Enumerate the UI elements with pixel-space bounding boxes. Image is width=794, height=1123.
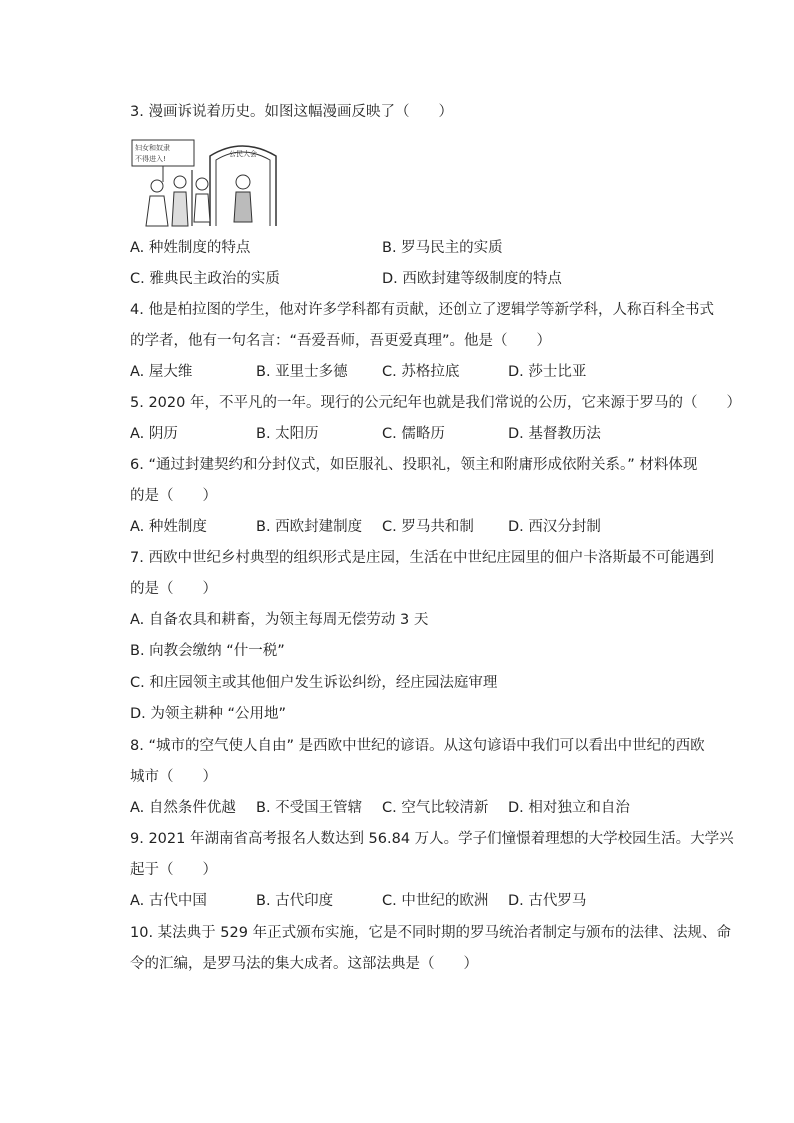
cartoon-guard (196, 178, 208, 190)
q7-option-b[interactable]: B. 向教会缴纳 “什一税” (130, 643, 285, 659)
q10-stem-line-1: 10. 某法典于 529 年正式颁布实施，它是不同时期的罗马统治者制定与颁布的法律、法规、命 (130, 925, 732, 941)
cartoon-citizen (236, 175, 250, 189)
q5-stem: 5. 2020 年，不平凡的一年。现行的公元纪年也就是我们常说的公历，它来源于罗马的（ ） (130, 395, 741, 411)
q8-stem-line-2: 城市（ ） (130, 769, 217, 785)
q6-option-d[interactable]: D. 西汉分封制 (508, 519, 601, 535)
q7-option-a[interactable]: A. 自备农具和耕畜，为领主每周无偿劳动 3 天 (130, 612, 429, 628)
q4-option-c[interactable]: C. 苏格拉底 (382, 364, 460, 380)
q3-option-d[interactable]: D. 西欧封建等级制度的特点 (382, 271, 562, 287)
q6-option-b[interactable]: B. 西欧封建制度 (256, 519, 363, 535)
q6-option-c[interactable]: C. 罗马共和制 (382, 519, 474, 535)
q4-option-d[interactable]: D. 莎士比亚 (508, 364, 587, 380)
q4-option-b[interactable]: B. 亚里士多德 (256, 364, 348, 380)
q7-option-c[interactable]: C. 和庄园领主或其他佃户发生诉讼纠纷，经庄园法庭审理 (130, 675, 498, 691)
q4-option-a[interactable]: A. 屋大维 (130, 364, 193, 380)
q8-option-a[interactable]: A. 自然条件优越 (130, 800, 236, 816)
q6-option-a[interactable]: A. 种姓制度 (130, 519, 207, 535)
q9-option-a[interactable]: A. 古代中国 (130, 893, 207, 909)
q3-option-b[interactable]: B. 罗马民主的实质 (382, 240, 503, 256)
q9-option-c[interactable]: C. 中世纪的欧洲 (382, 893, 489, 909)
q3-stem: 3. 漫画诉说着历史。如图这幅漫画反映了（ ） (130, 104, 453, 120)
q5-option-a[interactable]: A. 阴历 (130, 426, 178, 442)
q4-stem-line-2: 的学者，他有一句名言：“吾爱吾师，吾更爱真理”。他是（ ） (130, 333, 552, 349)
q3-option-a[interactable]: A. 种姓制度的特点 (130, 240, 251, 256)
q8-option-b[interactable]: B. 不受国王管辖 (256, 800, 363, 816)
q7-option-d[interactable]: D. 为领主耕种 “公用地” (130, 706, 287, 722)
q8-stem-line-1: 8. “城市的空气使人自由” 是西欧中世纪的谚语。从这句谚语中我们可以看出中世纪的西欧 (130, 738, 705, 754)
q5-option-b[interactable]: B. 太阳历 (256, 426, 319, 442)
q8-option-d[interactable]: D. 相对独立和自治 (508, 800, 630, 816)
q9-stem-line-2: 起于（ ） (130, 862, 217, 878)
q4-stem-line-1: 4. 他是柏拉图的学生，他对许多学科都有贡献，还创立了逻辑学等新学科，人称百科全书式 (130, 302, 714, 318)
q9-option-d[interactable]: D. 古代罗马 (508, 893, 587, 909)
q5-option-d[interactable]: D. 基督教历法 (508, 426, 601, 442)
q9-option-b[interactable]: B. 古代印度 (256, 893, 334, 909)
q6-stem-line-2: 的是（ ） (130, 488, 217, 504)
q10-stem-line-2: 令的汇编，是罗马法的集大成者。这部法典是（ ） (130, 956, 478, 972)
cartoon-slave (174, 176, 186, 188)
cartoon-gate-text: 公民大会 (229, 150, 257, 158)
q9-stem-line-1: 9. 2021 年湖南省高考报名人数达到 56.84 万人。学子们憧憬着理想的大学校园生活。大学兴 (130, 831, 734, 847)
cartoon-sign-text: 妇女和奴隶 (135, 144, 170, 152)
q8-option-c[interactable]: C. 空气比较清新 (382, 800, 489, 816)
svg-text:不得进入!: 不得进入! (135, 155, 166, 163)
q3-option-c[interactable]: C. 雅典民主政治的实质 (130, 271, 280, 287)
q5-option-c[interactable]: C. 儒略历 (382, 426, 445, 442)
q7-stem-line-2: 的是（ ） (130, 581, 217, 597)
cartoon-woman (151, 180, 163, 192)
q7-stem-line-1: 7. 西欧中世纪乡村典型的组织形式是庄园，生活在中世纪庄园里的佃户卡洛斯最不可能遇到 (130, 550, 714, 566)
q3-cartoon (130, 134, 280, 230)
q6-stem-line-1: 6. “通过封建契约和分封仪式，如臣服礼、投职礼，领主和附庸形成依附关系。” 材料体现 (130, 457, 698, 473)
